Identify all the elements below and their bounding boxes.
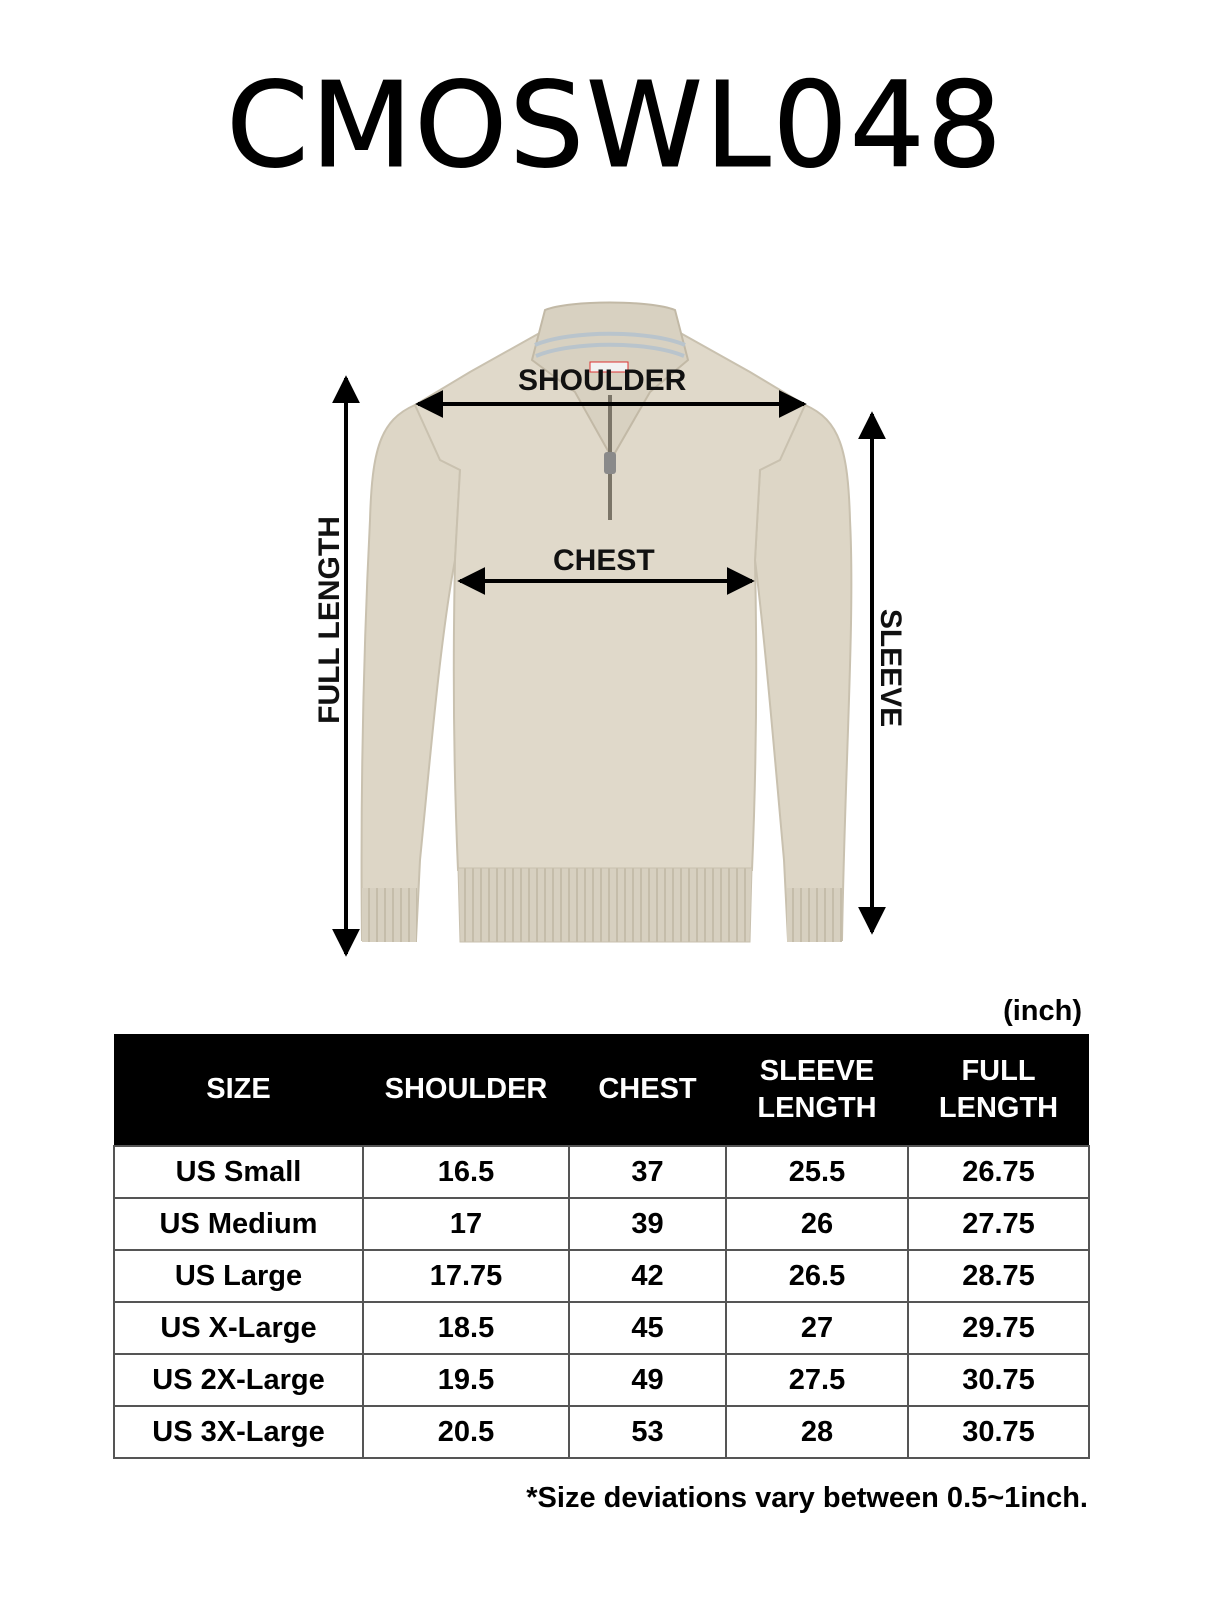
cell-sleeve-length: 26: [726, 1198, 908, 1250]
size-chart-table: [113, 1034, 1090, 1459]
cell-shoulder: 20.5: [363, 1406, 569, 1458]
right-sleeve: [755, 405, 851, 940]
cell-full-length: 27.75: [908, 1198, 1089, 1250]
cell-size: US Medium: [114, 1198, 363, 1250]
table-row: [114, 1354, 1089, 1406]
right-cuff: [787, 888, 842, 942]
cell-full-length: 30.75: [908, 1354, 1089, 1406]
waistband: [458, 868, 752, 942]
cell-sleeve-length: 25.5: [726, 1146, 908, 1198]
cell-shoulder: 17.75: [363, 1250, 569, 1302]
cell-shoulder: 19.5: [363, 1354, 569, 1406]
cell-size: US 2X-Large: [114, 1354, 363, 1406]
header-size: SIZE: [114, 1034, 363, 1146]
cell-chest: 49: [569, 1354, 726, 1406]
table-header-row: [114, 1034, 1089, 1146]
cell-chest: 45: [569, 1302, 726, 1354]
table-row: [114, 1302, 1089, 1354]
cell-size: US 3X-Large: [114, 1406, 363, 1458]
cell-full-length: 28.75: [908, 1250, 1089, 1302]
cell-sleeve-length: 26.5: [726, 1250, 908, 1302]
header-sleeve-length: SLEEVE LENGTH: [726, 1034, 908, 1146]
unit-label: (inch): [1003, 995, 1082, 1027]
full-length-label: FULL LENGTH: [313, 516, 346, 724]
product-code-title: CMOSWL048: [226, 56, 1004, 194]
cell-size: US Small: [114, 1146, 363, 1198]
cell-full-length: 26.75: [908, 1146, 1089, 1198]
table-row: [114, 1198, 1089, 1250]
cell-chest: 37: [569, 1146, 726, 1198]
left-cuff: [362, 888, 417, 942]
sleeve-label: SLEEVE: [874, 608, 907, 728]
shoulder-label: SHOULDER: [518, 364, 687, 397]
table-row: [114, 1146, 1089, 1198]
cell-shoulder: 18.5: [363, 1302, 569, 1354]
cell-sleeve-length: 27: [726, 1302, 908, 1354]
table-row: [114, 1406, 1089, 1458]
cell-chest: 39: [569, 1198, 726, 1250]
chest-label: CHEST: [553, 544, 655, 577]
size-deviation-footnote: *Size deviations vary between 0.5~1inch.: [526, 1482, 1088, 1514]
cell-shoulder: 17: [363, 1198, 569, 1250]
cell-full-length: 29.75: [908, 1302, 1089, 1354]
table-row: [114, 1250, 1089, 1302]
left-sleeve: [362, 405, 460, 940]
header-shoulder: SHOULDER: [363, 1034, 569, 1146]
cell-chest: 53: [569, 1406, 726, 1458]
cell-shoulder: 16.5: [363, 1146, 569, 1198]
cell-sleeve-length: 28: [726, 1406, 908, 1458]
cell-size: US X-Large: [114, 1302, 363, 1354]
header-chest: CHEST: [569, 1034, 726, 1146]
cell-sleeve-length: 27.5: [726, 1354, 908, 1406]
header-full-length: FULL LENGTH: [908, 1034, 1089, 1146]
cell-chest: 42: [569, 1250, 726, 1302]
zipper-pull: [604, 452, 616, 474]
cell-size: US Large: [114, 1250, 363, 1302]
cell-full-length: 30.75: [908, 1406, 1089, 1458]
